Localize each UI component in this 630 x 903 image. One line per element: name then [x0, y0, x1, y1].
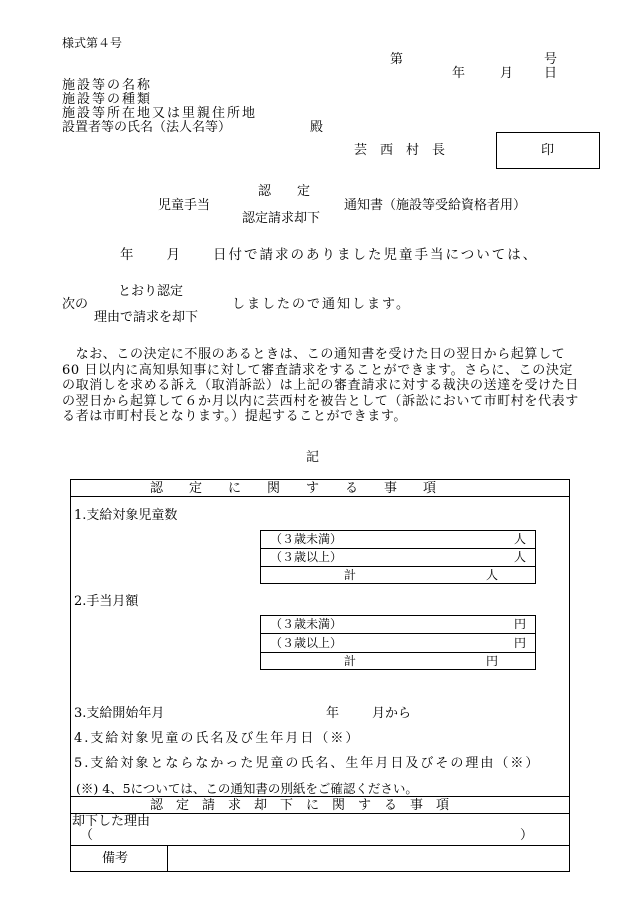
facility-type-label: 施設等の種類: [62, 92, 153, 107]
item1-unit-total: 人: [486, 568, 499, 582]
table-header: 認 定 に 関 す る 事 項: [150, 481, 437, 496]
remarks-divider: [70, 845, 570, 846]
item2-row-under3: （３歳未満）: [270, 617, 343, 631]
table-note: (※) 4、5については、この通知書の別紙をご確認ください。: [76, 781, 418, 796]
date-month: 月: [500, 66, 514, 81]
rejection-header: 認 定 請 求 却 下 に 関 す る 事 項: [150, 798, 450, 813]
seal-box: [496, 132, 600, 169]
dono: 殿: [310, 120, 324, 135]
title-jidou-teate: 児童手当: [158, 198, 211, 213]
item3-label: 3.支給開始年月: [74, 706, 165, 721]
title-tsuchisho: 通知書（施設等受給資格者用）: [344, 198, 527, 213]
item1-row-under3: （３歳未満）: [270, 532, 343, 546]
choice-notify: しましたので通知します。: [232, 297, 411, 312]
item2-total: 計: [344, 654, 357, 668]
doc-number-dai: 第: [390, 52, 404, 67]
facility-owner-label: 設置者等の氏名（法人名等）: [62, 120, 232, 135]
seal-label: 印: [541, 143, 555, 158]
issuer: 芸 西 村 長: [354, 143, 446, 158]
body-line1: 年 月 日付で請求のありました児童手当については、: [120, 247, 539, 263]
note-divider: [70, 796, 570, 797]
remarks-col-divider: [167, 845, 168, 872]
date-day: 日: [544, 66, 558, 81]
item2-unit-total: 円: [486, 654, 499, 668]
item2-row-divider: [260, 633, 536, 634]
choice-nintei: とおり認定: [118, 284, 184, 299]
item1-label: 1.支給対象児童数: [74, 508, 178, 523]
doc-number-go: 号: [544, 52, 558, 67]
item1-row-divider: [260, 548, 536, 549]
item2-unit-over3: 円: [514, 636, 527, 650]
rejection-paren-close: ）: [520, 828, 534, 843]
title-kyakka: 認定請求却下: [242, 211, 321, 226]
form-number: 様式第４号: [62, 36, 123, 50]
choice-tsugi: 次の: [62, 297, 89, 312]
item1-unit-under3: 人: [514, 532, 527, 546]
facility-address-label: 施設等所在地又は里親住所地: [62, 106, 258, 121]
item1-row-over3: （３歳以上）: [270, 550, 343, 564]
item2-row-over3: （３歳以上）: [270, 636, 343, 650]
ki: 記: [306, 450, 320, 465]
item2-row-divider: [260, 652, 536, 653]
item3-year: 年: [326, 706, 340, 721]
item2-unit-under3: 円: [514, 617, 527, 631]
item3-month-from: 月から: [372, 706, 412, 721]
facility-name-label: 施設等の名称: [62, 78, 153, 93]
item1-row-divider: [260, 566, 536, 567]
remarks-label: 備考: [102, 851, 129, 866]
choice-kyakka: 理由で請求を却下: [94, 310, 199, 325]
item2-label: 2.手当月額: [74, 594, 139, 609]
item4-label: 4.支給対象児童の氏名及び生年月日（※）: [74, 731, 361, 746]
item5-label: 5.支給対象とならなかった児童の氏名、生年月日及びその理由（※）: [74, 756, 541, 771]
header-divider: [70, 496, 570, 497]
rejection-paren-open: （: [80, 828, 94, 843]
item1-total: 計: [344, 568, 357, 582]
date-year: 年: [452, 66, 466, 81]
item1-unit-over3: 人: [514, 550, 527, 564]
title-nintei: 認 定: [258, 184, 311, 199]
notice-paragraph: なお、この決定に不服のあるときは、この通知書を受けた日の翌日から起算して 60 日以内に高知県知事に対して審査請求をすることができます。さらに、この決定の取消しを求める訴え（取消訴訟）は上記の審査請求に対する裁決の送達を受けた日の翌日から起算して６か月以内に芸西村を被告として（訴訟において市町村を代表する者は市町村長となります。）提起することができます。: [62, 347, 579, 424]
rejection-reason-label: 却下した理由: [72, 814, 151, 829]
